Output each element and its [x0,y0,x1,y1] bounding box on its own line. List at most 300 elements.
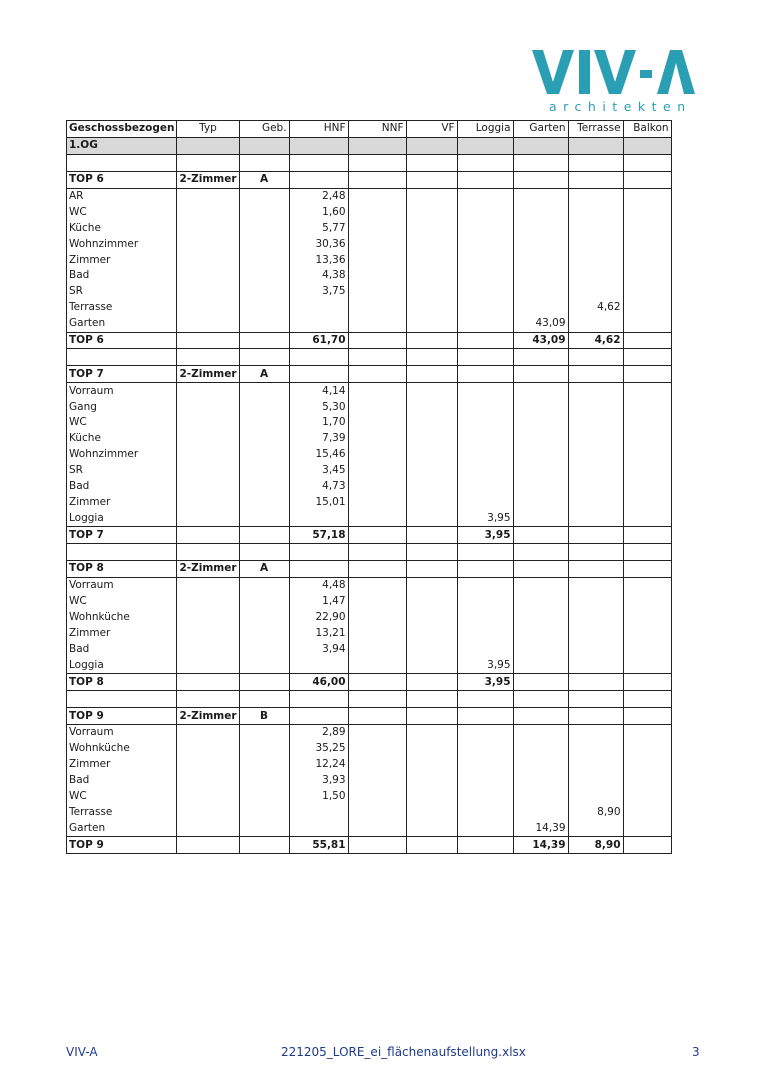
room-name: WC [67,789,177,805]
empty-cell [239,544,289,561]
empty-cell [623,171,671,188]
unit-name: TOP 6 [67,171,177,188]
empty-cell [568,544,623,561]
empty-cell [177,332,239,349]
empty-cell [239,820,289,836]
empty-cell [457,757,513,773]
room-row [67,399,672,415]
empty-cell [513,594,568,610]
empty-cell [406,431,457,447]
empty-cell [348,154,406,171]
empty-cell [348,494,406,510]
unit-type: 2-Zimmer [177,561,239,578]
empty-cell [568,383,623,399]
empty-cell [457,837,513,854]
empty-cell [623,399,671,415]
empty-cell [623,626,671,642]
empty-cell [406,447,457,463]
empty-cell [513,789,568,805]
empty-cell [568,431,623,447]
header-cell: Garten [513,121,568,138]
empty-cell [568,188,623,204]
empty-cell [457,773,513,789]
empty-cell [623,561,671,578]
empty-cell [67,691,177,708]
empty-cell [239,415,289,431]
empty-cell [513,300,568,316]
empty-cell [457,431,513,447]
empty-cell [513,577,568,593]
empty-cell [177,642,239,658]
empty-cell [177,399,239,415]
empty-cell [289,349,348,366]
empty-cell [513,691,568,708]
footer-filename: 221205_LORE_ei_flächenaufstellung.xlsx [281,1045,526,1059]
empty-cell [177,479,239,495]
room-hnf-value: 1,70 [289,415,348,431]
empty-cell [348,284,406,300]
room-hnf-value: 2,89 [289,724,348,740]
empty-cell [177,268,239,284]
empty-cell [239,577,289,593]
empty-cell [623,188,671,204]
empty-cell [177,773,239,789]
empty-cell [623,837,671,854]
room-row [67,252,672,268]
empty-cell [348,510,406,526]
room-hnf-value: 4,14 [289,383,348,399]
room-row [67,415,672,431]
header-cell: Loggia [457,121,513,138]
room-name: Garten [67,820,177,836]
empty-cell [623,610,671,626]
empty-cell [513,626,568,642]
room-hnf-value: 1,60 [289,204,348,220]
total-garten-value: 43,09 [513,332,568,349]
empty-cell [406,544,457,561]
empty-cell [348,527,406,544]
total-label: TOP 9 [67,837,177,854]
unit-type: 2-Zimmer [177,171,239,188]
empty-cell [568,447,623,463]
empty-cell [568,610,623,626]
room-name: WC [67,204,177,220]
empty-cell [406,773,457,789]
room-hnf-value: 3,94 [289,642,348,658]
empty-cell [568,236,623,252]
room-name: Wohnküche [67,741,177,757]
empty-cell [513,284,568,300]
empty-cell [177,284,239,300]
empty-cell [457,724,513,740]
empty-cell [177,626,239,642]
empty-cell [406,494,457,510]
empty-cell [568,366,623,383]
empty-cell [348,300,406,316]
room-name: SR [67,463,177,479]
empty-cell [623,544,671,561]
empty-cell [406,594,457,610]
unit-type: 2-Zimmer [177,366,239,383]
empty-cell [623,366,671,383]
room-garten-value: 43,09 [513,316,568,332]
empty-cell [568,463,623,479]
empty-cell [177,527,239,544]
empty-cell [239,479,289,495]
empty-cell [623,708,671,725]
room-name: Gang [67,399,177,415]
empty-cell [623,268,671,284]
room-hnf-value: 4,73 [289,479,348,495]
header-cell: Terrasse [568,121,623,138]
unit-total-row [67,837,672,854]
empty-cell [289,316,348,332]
room-name: Bad [67,642,177,658]
empty-cell [457,220,513,236]
empty-cell [239,349,289,366]
empty-cell [568,510,623,526]
empty-cell [513,252,568,268]
floor-row [67,137,672,154]
total-garten-value: 14,39 [513,837,568,854]
empty-cell [623,431,671,447]
empty-cell [239,657,289,673]
empty-cell [457,366,513,383]
empty-cell [513,657,568,673]
room-hnf-value: 1,50 [289,789,348,805]
room-hnf-value: 2,48 [289,188,348,204]
room-row [67,204,672,220]
header-cell: HNF [289,121,348,138]
room-name: Zimmer [67,494,177,510]
room-row [67,594,672,610]
empty-cell [239,773,289,789]
empty-cell [239,510,289,526]
room-hnf-value: 13,21 [289,626,348,642]
empty-cell [406,300,457,316]
empty-cell [623,284,671,300]
empty-cell [513,171,568,188]
empty-cell [239,674,289,691]
empty-cell [289,820,348,836]
empty-cell [348,204,406,220]
empty-cell [568,154,623,171]
empty-cell [513,610,568,626]
spacer-row [67,544,672,561]
empty-cell [406,463,457,479]
empty-cell [623,415,671,431]
header-row [67,121,672,138]
empty-cell [623,494,671,510]
empty-cell [177,757,239,773]
empty-cell [348,837,406,854]
empty-cell [513,236,568,252]
empty-cell [568,789,623,805]
empty-cell [513,154,568,171]
room-row [67,804,672,820]
unit-header-row [67,561,672,578]
empty-cell [406,724,457,740]
empty-cell [348,708,406,725]
room-row [67,741,672,757]
empty-cell [623,804,671,820]
empty-cell [568,820,623,836]
unit-total-row [67,674,672,691]
empty-cell [513,188,568,204]
room-hnf-value: 3,93 [289,773,348,789]
empty-cell [406,383,457,399]
room-hnf-value: 15,01 [289,494,348,510]
empty-cell [623,657,671,673]
empty-cell [457,494,513,510]
empty-cell [623,510,671,526]
empty-cell [177,610,239,626]
empty-cell [623,220,671,236]
empty-cell [623,479,671,495]
empty-cell [457,594,513,610]
room-row [67,773,672,789]
empty-cell [406,820,457,836]
empty-cell [457,708,513,725]
empty-cell [177,691,239,708]
empty-cell [289,691,348,708]
unit-building: A [239,561,289,578]
empty-cell [513,494,568,510]
empty-cell [406,252,457,268]
header-cell: VF [406,121,457,138]
empty-cell [568,708,623,725]
room-name: Zimmer [67,626,177,642]
empty-cell [568,415,623,431]
spacer-row [67,691,672,708]
empty-cell [239,399,289,415]
empty-cell [568,494,623,510]
empty-cell [177,837,239,854]
room-name: Küche [67,220,177,236]
empty-cell [239,610,289,626]
room-row [67,757,672,773]
empty-cell [239,724,289,740]
empty-cell [289,708,348,725]
empty-cell [406,626,457,642]
total-hnf-value: 46,00 [289,674,348,691]
room-terrasse-value: 4,62 [568,300,623,316]
empty-cell [239,642,289,658]
room-hnf-value: 5,30 [289,399,348,415]
empty-cell [513,561,568,578]
empty-cell [348,332,406,349]
empty-cell [513,399,568,415]
empty-cell [623,236,671,252]
room-hnf-value: 12,24 [289,757,348,773]
empty-cell [177,447,239,463]
empty-cell [513,383,568,399]
empty-cell [568,577,623,593]
empty-cell [568,479,623,495]
room-row [67,447,672,463]
empty-cell [289,300,348,316]
empty-cell [177,657,239,673]
empty-cell [623,594,671,610]
room-name: Bad [67,479,177,495]
empty-cell [289,510,348,526]
empty-cell [348,447,406,463]
empty-cell [239,154,289,171]
empty-cell [457,332,513,349]
empty-cell [348,349,406,366]
empty-cell [623,577,671,593]
empty-cell [513,349,568,366]
empty-cell [239,741,289,757]
empty-cell [406,577,457,593]
room-hnf-value: 15,46 [289,447,348,463]
empty-cell [623,724,671,740]
empty-cell [239,252,289,268]
empty-cell [406,415,457,431]
empty-cell [513,544,568,561]
empty-cell [457,300,513,316]
empty-cell [457,268,513,284]
empty-cell [239,691,289,708]
empty-cell [406,268,457,284]
empty-cell [289,544,348,561]
empty-cell [623,383,671,399]
empty-cell [239,804,289,820]
empty-cell [457,642,513,658]
empty-cell [457,188,513,204]
empty-cell [406,284,457,300]
room-row [67,577,672,593]
empty-cell [513,724,568,740]
footer-page-number: 3 [692,1045,700,1059]
room-name: Garten [67,316,177,332]
room-hnf-value: 4,38 [289,268,348,284]
empty-cell [177,594,239,610]
empty-cell [406,236,457,252]
empty-cell [568,284,623,300]
empty-cell [406,332,457,349]
room-row [67,820,672,836]
unit-header-row [67,708,672,725]
room-name: SR [67,284,177,300]
header-cell: Typ [177,121,239,138]
room-terrasse-value: 8,90 [568,804,623,820]
area-table-body [67,121,672,854]
room-row [67,479,672,495]
empty-cell [623,741,671,757]
empty-cell [348,268,406,284]
empty-cell [348,366,406,383]
empty-cell [406,154,457,171]
empty-cell [348,431,406,447]
empty-cell [457,544,513,561]
empty-cell [406,674,457,691]
empty-cell [623,691,671,708]
empty-cell [457,691,513,708]
room-hnf-value: 7,39 [289,431,348,447]
empty-cell [623,773,671,789]
empty-cell [348,657,406,673]
empty-cell [568,220,623,236]
empty-cell [177,431,239,447]
room-row [67,316,672,332]
unit-header-row [67,366,672,383]
empty-cell [406,366,457,383]
room-name: Wohnküche [67,610,177,626]
empty-cell [513,642,568,658]
empty-cell [348,316,406,332]
empty-cell [406,642,457,658]
empty-cell [289,804,348,820]
empty-cell [568,657,623,673]
empty-cell [568,773,623,789]
room-name: Vorraum [67,577,177,593]
empty-cell [289,561,348,578]
empty-cell [568,757,623,773]
total-hnf-value: 55,81 [289,837,348,854]
room-hnf-value: 3,45 [289,463,348,479]
empty-cell [457,561,513,578]
empty-cell [177,316,239,332]
room-row [67,610,672,626]
room-row [67,188,672,204]
empty-cell [623,674,671,691]
empty-cell [513,463,568,479]
viva-logo-mark [532,48,698,100]
unit-name: TOP 9 [67,708,177,725]
empty-cell [239,236,289,252]
empty-cell [348,773,406,789]
empty-cell [239,300,289,316]
room-hnf-value: 1,47 [289,594,348,610]
empty-cell [177,724,239,740]
empty-cell [239,332,289,349]
empty-cell [406,789,457,805]
empty-cell [513,268,568,284]
room-name: Zimmer [67,757,177,773]
empty-cell [348,594,406,610]
empty-cell [239,284,289,300]
empty-cell [457,447,513,463]
empty-cell [177,577,239,593]
unit-building: A [239,171,289,188]
empty-cell [406,657,457,673]
empty-cell [348,399,406,415]
empty-cell [457,236,513,252]
empty-cell [623,154,671,171]
empty-cell [513,527,568,544]
empty-cell [457,252,513,268]
empty-cell [348,561,406,578]
empty-cell [623,463,671,479]
room-garten-value: 14,39 [513,820,568,836]
room-name: Küche [67,431,177,447]
empty-cell [457,349,513,366]
company-logo [532,48,702,118]
empty-cell [239,431,289,447]
room-hnf-value: 22,90 [289,610,348,626]
empty-cell [177,154,239,171]
empty-cell [568,204,623,220]
empty-cell [348,610,406,626]
room-hnf-value: 13,36 [289,252,348,268]
empty-cell [623,349,671,366]
empty-cell [513,431,568,447]
room-row [67,789,672,805]
empty-cell [513,773,568,789]
empty-cell [568,626,623,642]
empty-cell [568,527,623,544]
